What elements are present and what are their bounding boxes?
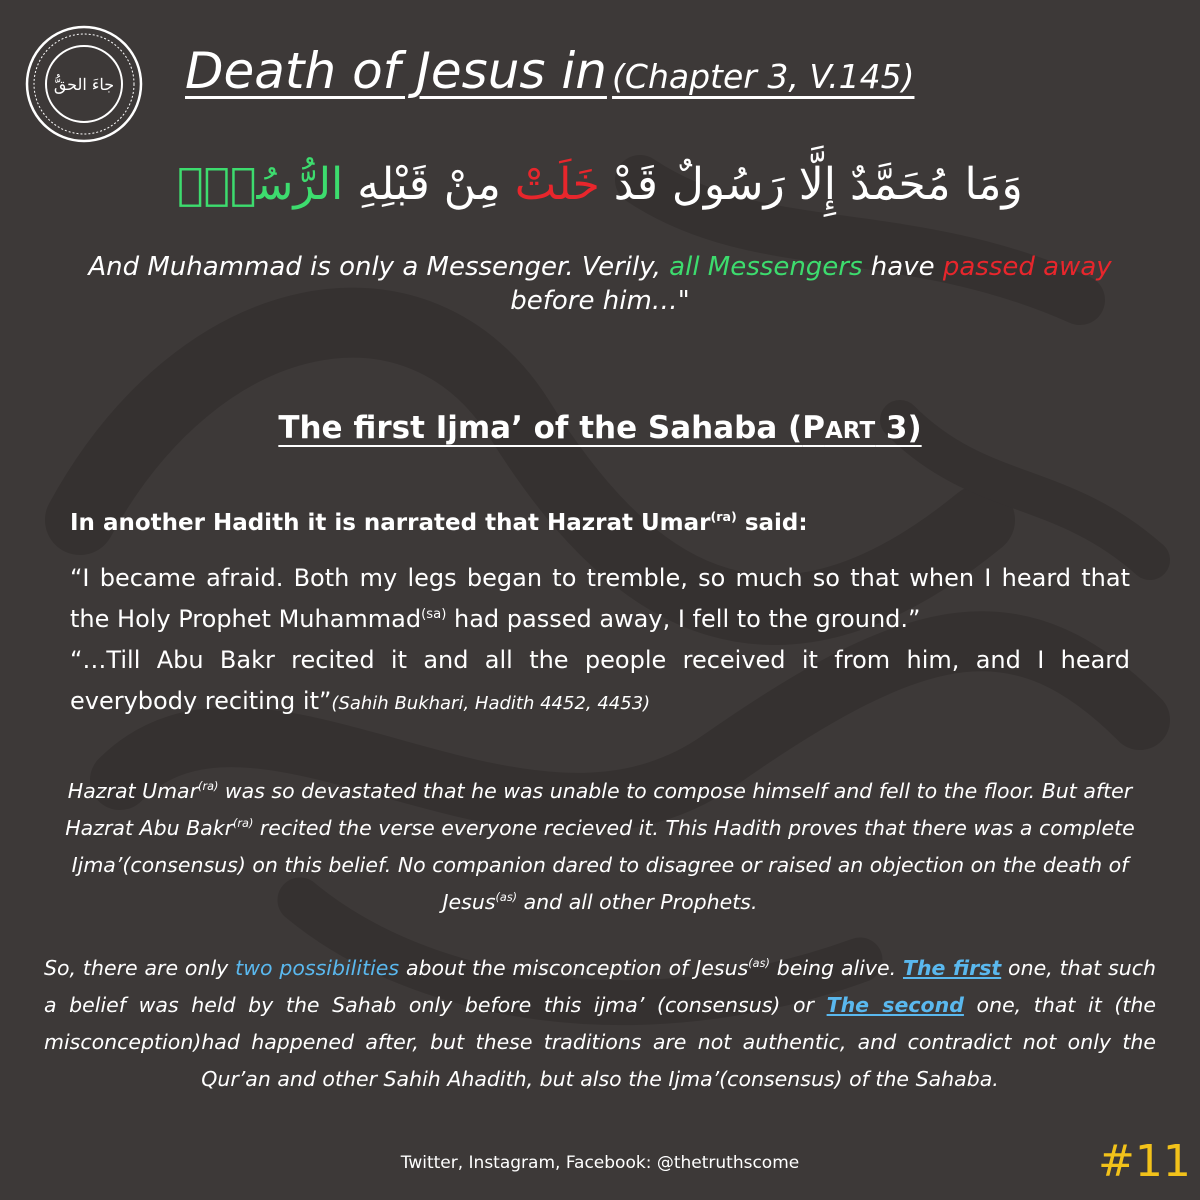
- title-main: Death of Jesus in: [185, 42, 607, 100]
- quote-2: [70, 640, 1130, 724]
- p1-c: recited the verse everyone recieved it. This Hadith proves that there was a complete Ijma’(consensus) on this belief. No companion dared to disagree or raised an objection on the death of Jesus: [71, 816, 1135, 914]
- p2-d: one, that such a belief was held by the Sahab only before this ijma’ (consensus) or: [44, 956, 1157, 1017]
- heading-end: 3): [875, 410, 922, 446]
- arabic-part-1: وَمَا مُحَمَّدٌ إِلَّا رَسُولٌ قَدْ: [613, 159, 1023, 210]
- verse-translation: [60, 250, 1140, 318]
- section-heading: [0, 410, 1200, 446]
- arabic-red-word: خَلَتْ: [514, 159, 600, 210]
- heading-art: ART: [824, 418, 876, 444]
- commentary-paragraph-2: [44, 950, 1156, 1098]
- quote-1-sup: (sa): [421, 606, 447, 622]
- translation-green: all Messengers: [669, 252, 863, 282]
- heading-text: The first Ijma’ of the Sahaba (: [278, 410, 803, 446]
- logo-text: جاءَ الحقُّ: [53, 75, 115, 94]
- social-footer: Twitter, Instagram, Facebook: @thetruthscome: [400, 1153, 800, 1173]
- title-reference: (Chapter 3, V.145): [612, 57, 915, 96]
- translation-part-1: And Muhammad is only a Messenger. Verily,: [88, 252, 661, 282]
- commentary-paragraph-1: [44, 773, 1156, 921]
- hadith-quote: [70, 558, 1130, 724]
- translation-part-3: before him…": [510, 286, 690, 316]
- p2-first-link[interactable]: The first: [902, 956, 1002, 980]
- intro-text: In another Hadith it is narrated that Hazrat Umar: [70, 510, 711, 536]
- arabic-part-2: مِنْ قَبْلِهِ: [357, 159, 501, 210]
- page-title: [185, 42, 1085, 100]
- p2-e: one, that it (the misconception)had happened after, but these traditions are not authentic, and contradict not only the Qur’an and other Sahih Ahadith, but also the Ijma’(consensus) of the Sahaba.: [44, 993, 1157, 1091]
- quote-1: [70, 558, 1130, 640]
- p2-sup: (as): [748, 957, 770, 971]
- intro-sup: (ra): [710, 509, 737, 525]
- intro-end: said:: [736, 510, 808, 536]
- p2-b: about the misconception of Jesus: [399, 956, 749, 980]
- p1-sup-b: (ra): [233, 817, 254, 831]
- arabic-verse: [150, 150, 1050, 220]
- translation-red: passed away: [942, 252, 1112, 282]
- p1-sup-a: (ra): [198, 780, 219, 794]
- p1-sup-c: (as): [495, 891, 518, 905]
- quote-2-text: “…Till Abu Bakr recited it and all the people received it from him, and I heard everybody reciting it”: [70, 646, 1130, 715]
- p2-a: So, there are only: [44, 956, 236, 980]
- quote-1-b: had passed away, I fell to the ground.”: [446, 605, 921, 633]
- hadith-intro: [70, 510, 1130, 536]
- heading-p: P: [802, 410, 825, 446]
- p1-a: Hazrat Umar: [67, 779, 199, 803]
- arabic-green-word: الرُّسُلُ: [177, 159, 344, 210]
- p2-blue: two possibilities: [235, 956, 400, 980]
- site-logo: [24, 24, 144, 144]
- quote-1-a: “I became afraid. Both my legs began to tremble, so much so that when I heard that the Holy Prophet Muhammad: [70, 564, 1130, 633]
- p1-d: and all other Prophets.: [517, 890, 758, 914]
- p2-c: being alive.: [769, 956, 903, 980]
- p1-b: was so devastated that he was unable to compose himself and fell to the floor. But after Hazrat Abu Bakr: [65, 779, 1133, 840]
- citation: (Sahih Bukhari, Hadith 4452, 4453): [331, 693, 651, 714]
- p2-second-link[interactable]: The second: [826, 993, 964, 1017]
- post-number: #11: [1098, 1136, 1191, 1187]
- translation-part-2: have: [870, 252, 935, 282]
